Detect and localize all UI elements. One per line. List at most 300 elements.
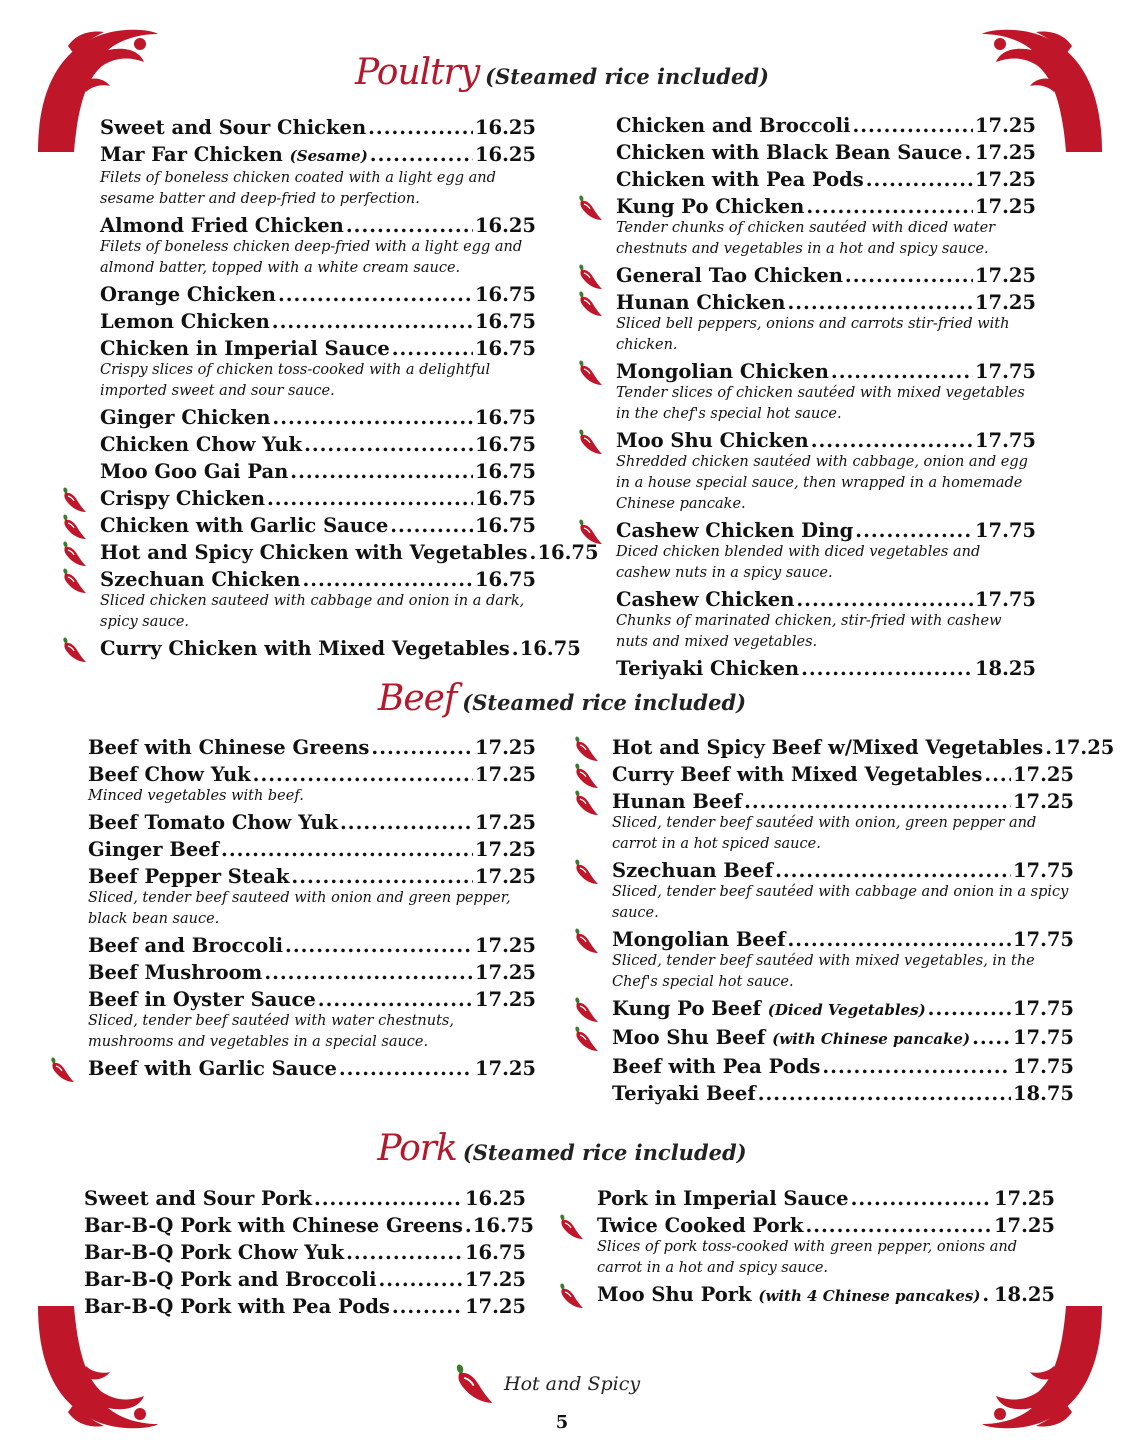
dot-leader — [264, 959, 473, 986]
menu-item-row — [84, 1239, 526, 1266]
menu-item-price: 17.25 — [474, 736, 536, 759]
chili-pepper-icon — [574, 518, 604, 546]
menu-item-price: 16.75 — [537, 541, 599, 564]
dot-leader — [371, 734, 473, 761]
dot-leader — [964, 139, 973, 166]
menu-item-name-wrap — [88, 986, 316, 1013]
dot-leader — [787, 289, 972, 316]
menu-item-name: Teriyaki Beef — [612, 1082, 756, 1105]
menu-item-price: 16.75 — [474, 283, 536, 306]
menu-item-description: Slices of pork toss-cooked with green pepper, onions and carrot in a hot and spicy sauce. — [597, 1239, 1017, 1276]
menu-item-row — [616, 139, 1036, 166]
menu-item-row — [616, 517, 1036, 544]
menu-item — [100, 308, 536, 335]
menu-item-row — [84, 1212, 534, 1239]
dot-leader — [302, 566, 472, 593]
menu-item — [100, 539, 599, 566]
menu-item-price: 17.75 — [1012, 1055, 1074, 1078]
menu-item — [616, 262, 1036, 289]
menu-item — [616, 166, 1036, 193]
menu-item-row — [100, 635, 581, 662]
menu-item-name: Crispy Chicken — [100, 487, 266, 510]
menu-item-name: Beef with Chinese Greens — [88, 736, 370, 759]
menu-item — [616, 358, 1036, 425]
menu-item-name: Sweet and Sour Chicken — [100, 116, 367, 139]
dot-leader — [304, 431, 473, 458]
menu-item-row — [100, 114, 536, 141]
menu-item-name: Ginger Chicken — [100, 406, 271, 429]
dot-leader — [928, 995, 1011, 1022]
menu-item — [597, 1185, 1055, 1212]
dot-leader — [831, 358, 973, 385]
menu-item-name: Beef Chow Yuk — [88, 763, 251, 786]
menu-item-name: Curry Chicken with Mixed Vegetables — [100, 637, 510, 660]
menu-item-price: 17.25 — [974, 114, 1036, 137]
menu-item-name: Chicken in Imperial Sauce — [100, 337, 390, 360]
menu-item — [100, 212, 536, 279]
dot-leader — [291, 863, 473, 890]
section-title-beef — [0, 678, 1124, 719]
menu-item — [100, 114, 536, 141]
menu-item-row — [100, 141, 536, 170]
menu-item-row — [597, 1281, 1055, 1310]
menu-item-name: Chicken and Broccoli — [616, 114, 851, 137]
menu-item-name: Orange Chicken — [100, 283, 276, 306]
menu-item-name-wrap — [616, 193, 804, 220]
menu-item-price: 16.75 — [472, 1214, 534, 1237]
dot-leader — [788, 926, 1011, 953]
menu-item-name: Curry Beef with Mixed Vegetables — [612, 763, 983, 786]
menu-item-price: 17.75 — [1012, 859, 1074, 882]
menu-item-price: 17.25 — [974, 195, 1036, 218]
menu-item-name-wrap — [616, 166, 864, 193]
menu-item-name: Mar Far Chicken — [100, 143, 283, 166]
menu-item-row — [612, 1024, 1074, 1053]
menu-item-name-wrap — [88, 863, 289, 890]
menu-item-name-wrap — [100, 512, 388, 539]
dot-leader — [346, 1239, 463, 1266]
menu-item-name: Moo Shu Pork — [597, 1283, 752, 1306]
pork-right-column — [597, 1185, 1055, 1310]
menu-item-name: Beef Pepper Steak — [88, 865, 290, 888]
dot-leader — [370, 141, 473, 168]
menu-item — [84, 1266, 526, 1293]
menu-item-price: 17.25 — [464, 1295, 526, 1318]
menu-item-row — [88, 836, 536, 863]
menu-item-description: Sliced, tender beef sauteed with onion and green pepper, black bean sauce. — [88, 890, 511, 927]
menu-item-name: Kung Po Chicken — [616, 195, 805, 218]
menu-item — [88, 932, 536, 959]
dot-leader — [285, 932, 473, 959]
poultry-left-column — [100, 114, 599, 662]
menu-item-note: (with 4 Chinese pancakes) — [758, 1287, 981, 1305]
menu-item — [84, 1185, 526, 1212]
menu-item — [616, 289, 1036, 356]
menu-item-name-wrap — [84, 1266, 376, 1293]
chili-pepper-icon — [555, 1282, 585, 1310]
menu-item-name: Cashew Chicken — [616, 588, 795, 611]
menu-item — [100, 431, 536, 458]
menu-item-note: (Diced Vegetables) — [767, 1001, 926, 1019]
menu-item-name-wrap — [612, 926, 786, 953]
menu-item-row — [100, 431, 536, 458]
chili-pepper-icon — [574, 194, 604, 222]
menu-item-price: 17.75 — [974, 519, 1036, 542]
menu-item — [100, 281, 536, 308]
menu-item — [84, 1239, 526, 1266]
menu-item-row — [88, 986, 536, 1013]
menu-item-price: 16.75 — [474, 433, 536, 456]
menu-item-name-wrap — [100, 485, 265, 512]
poultry-right-column — [616, 112, 1036, 682]
menu-item-name: Hot and Spicy Chicken with Vegetables — [100, 541, 528, 564]
menu-item-price: 17.75 — [974, 360, 1036, 383]
menu-item-row — [100, 458, 536, 485]
menu-item-row — [616, 358, 1036, 385]
menu-item-price: 18.25 — [993, 1283, 1055, 1306]
menu-item-name: Beef with Pea Pods — [612, 1055, 821, 1078]
dot-leader — [278, 281, 473, 308]
menu-item-name: Beef and Broccoli — [88, 934, 284, 957]
menu-item-name: Hunan Chicken — [616, 291, 786, 314]
menu-item — [84, 1212, 534, 1239]
menu-item-name: Sweet and Sour Pork — [84, 1187, 312, 1210]
menu-item-price: 16.25 — [464, 1187, 526, 1210]
menu-item — [616, 139, 1036, 166]
menu-item-price: 17.25 — [474, 763, 536, 786]
menu-item-row — [100, 485, 536, 512]
menu-item — [84, 1293, 526, 1320]
dot-leader — [529, 539, 535, 566]
dot-leader — [775, 857, 1011, 884]
menu-item-row — [100, 539, 599, 566]
dot-leader — [392, 335, 473, 362]
menu-item-name-wrap — [84, 1185, 312, 1212]
menu-item-price: 18.75 — [1012, 1082, 1074, 1105]
dot-leader — [221, 836, 473, 863]
menu-item-description: Diced chicken blended with diced vegetables and cashew nuts in a spicy sauce. — [616, 544, 981, 581]
menu-item-price: 17.25 — [474, 1057, 536, 1080]
menu-item-row — [612, 995, 1074, 1024]
menu-item-description: Sliced, tender beef sautéed with cabbage and onion in a spicy sauce. — [612, 884, 1069, 921]
chili-pepper-icon — [58, 567, 88, 595]
chili-pepper-icon — [570, 996, 600, 1024]
chili-pepper-icon — [448, 1362, 496, 1406]
menu-item — [616, 427, 1036, 515]
dot-leader — [272, 404, 473, 431]
menu-item-price: 16.75 — [464, 1241, 526, 1264]
menu-item-row — [612, 857, 1074, 884]
menu-item-price: 16.75 — [474, 487, 536, 510]
menu-item-row — [612, 1080, 1074, 1107]
chili-pepper-icon — [570, 1025, 600, 1053]
menu-item-price: 16.75 — [474, 406, 536, 429]
menu-item-name: Hot and Spicy Beef w/Mixed Vegetables — [612, 736, 1044, 759]
menu-item-row — [597, 1212, 1055, 1239]
menu-item-name: Beef Tomato Chow Yuk — [88, 811, 339, 834]
menu-item-description: Sliced, tender beef sautéed with onion, green pepper and carrot in a hot spiced sauce. — [612, 815, 1037, 852]
menu-item — [616, 112, 1036, 139]
chili-pepper-icon — [570, 927, 600, 955]
dot-leader — [378, 1266, 462, 1293]
menu-item-price: 17.25 — [474, 811, 536, 834]
menu-item-name-wrap — [100, 431, 302, 458]
menu-item-price: 17.25 — [474, 961, 536, 984]
chili-pepper-icon — [574, 359, 604, 387]
menu-item-row — [612, 788, 1074, 815]
menu-item-name-wrap — [100, 635, 510, 662]
chili-pepper-icon — [574, 263, 604, 291]
menu-item-description: Crispy slices of chicken toss-cooked with a delightful imported sweet and sour sauce. — [100, 362, 491, 399]
menu-item-name: Szechuan Chicken — [100, 568, 301, 591]
menu-item — [88, 986, 536, 1053]
menu-item-name-wrap — [612, 1053, 820, 1080]
menu-item-name-wrap — [100, 212, 344, 239]
menu-item-price: 17.25 — [974, 141, 1036, 164]
menu-item-name-wrap — [100, 539, 527, 566]
menu-item-name-wrap — [88, 809, 338, 836]
chili-pepper-icon — [574, 428, 604, 456]
menu-item-name-wrap — [616, 262, 843, 289]
menu-item-name-wrap — [100, 404, 270, 431]
menu-item — [612, 926, 1074, 993]
section-title-pork — [0, 1128, 1124, 1169]
menu-item-name-wrap — [616, 112, 850, 139]
menu-item-name: Chicken with Garlic Sauce — [100, 514, 389, 537]
menu-item-description: Filets of boneless chicken coated with a light egg and sesame batter and deep-fried to perfection. — [100, 170, 496, 207]
menu-item-row — [84, 1293, 526, 1320]
menu-item-name-wrap — [84, 1212, 463, 1239]
menu-item-price: 16.25 — [474, 214, 536, 237]
dot-leader — [392, 1293, 463, 1320]
menu-item — [88, 1055, 536, 1082]
beef-right-column — [612, 734, 1115, 1107]
menu-item — [612, 995, 1074, 1024]
menu-item-name-wrap — [84, 1293, 390, 1320]
menu-item-price: 17.25 — [474, 838, 536, 861]
menu-item-name: Beef in Oyster Sauce — [88, 988, 316, 1011]
menu-item-price: 17.25 — [474, 988, 536, 1011]
dot-leader — [339, 1055, 473, 1082]
menu-item-name-wrap — [616, 139, 962, 166]
menu-item-name: Ginger Beef — [88, 838, 220, 861]
dot-leader — [290, 458, 473, 485]
menu-item-row — [612, 761, 1074, 788]
menu-item — [100, 404, 536, 431]
menu-item-price: 17.25 — [474, 865, 536, 888]
menu-item-description: Minced vegetables with beef. — [88, 788, 304, 804]
menu-item-row — [88, 932, 536, 959]
menu-item-name: Almond Fried Chicken — [100, 214, 344, 237]
menu-item-name: General Tao Chicken — [616, 264, 843, 287]
menu-item-name-wrap — [88, 761, 251, 788]
dot-leader — [796, 586, 973, 613]
dot-leader — [346, 212, 473, 239]
menu-item-name-wrap — [100, 566, 300, 593]
menu-item — [88, 863, 536, 930]
menu-item-price: 17.25 — [974, 168, 1036, 191]
menu-item-name-wrap — [597, 1212, 803, 1239]
dot-leader — [851, 1185, 992, 1212]
menu-item-name-wrap — [100, 114, 366, 141]
menu-item-price: 17.25 — [464, 1268, 526, 1291]
menu-item-name-wrap — [612, 1080, 756, 1107]
menu-item-name-wrap — [616, 427, 809, 454]
chili-pepper-icon — [46, 1056, 76, 1084]
menu-item-name-wrap — [612, 761, 982, 788]
menu-item-price: 16.75 — [474, 568, 536, 591]
dot-leader — [758, 1080, 1011, 1107]
menu-item-row — [84, 1185, 526, 1212]
menu-item — [100, 458, 536, 485]
menu-item-row — [100, 212, 536, 239]
menu-item — [100, 485, 536, 512]
menu-item-note: (Sesame) — [289, 147, 368, 165]
menu-item-row — [616, 262, 1036, 289]
menu-item-row — [84, 1266, 526, 1293]
menu-item-row — [100, 404, 536, 431]
beef-left-column — [88, 734, 536, 1082]
menu-item-name-wrap — [616, 517, 853, 544]
menu-item — [100, 335, 536, 402]
menu-item-name-wrap — [100, 335, 390, 362]
menu-item-name-wrap — [612, 1024, 970, 1053]
chili-pepper-icon — [570, 735, 600, 763]
menu-item-name: Bar-B-Q Pork with Pea Pods — [84, 1295, 390, 1318]
chili-pepper-icon — [570, 789, 600, 817]
menu-item-name-wrap — [100, 458, 288, 485]
menu-item-name: Hunan Beef — [612, 790, 743, 813]
chili-pepper-icon — [570, 762, 600, 790]
chili-pepper-icon — [555, 1213, 585, 1241]
pork-left-column — [84, 1185, 534, 1320]
menu-item-name: Twice Cooked Pork — [597, 1214, 804, 1237]
menu-item-name: Chicken with Pea Pods — [616, 168, 864, 191]
dot-leader — [852, 112, 973, 139]
chili-pepper-icon — [58, 636, 88, 664]
menu-item-price: 17.25 — [993, 1214, 1055, 1237]
dot-leader — [368, 114, 473, 141]
menu-item-price: 16.75 — [474, 310, 536, 333]
menu-item — [616, 586, 1036, 653]
menu-item-price: 17.25 — [1012, 790, 1074, 813]
dot-leader — [972, 1024, 1011, 1051]
legend-label: Hot and Spicy — [504, 1373, 641, 1395]
menu-item-name: Beef with Garlic Sauce — [88, 1057, 337, 1080]
dot-leader — [314, 1185, 463, 1212]
page-number: 5 — [555, 1412, 569, 1433]
menu-item — [100, 635, 581, 662]
menu-item-row — [616, 427, 1036, 454]
menu-item-name: Chicken with Black Bean Sauce — [616, 141, 963, 164]
menu-item-row — [612, 926, 1074, 953]
menu-item-name-wrap — [88, 836, 219, 863]
menu-item-description: Tender slices of chicken sautéed with mixed vegetables in the chef's special hot sauce. — [616, 385, 1025, 422]
menu-item-row — [612, 734, 1115, 761]
spicy-legend — [448, 1362, 640, 1406]
dot-leader — [272, 308, 473, 335]
dot-leader — [1045, 734, 1051, 761]
menu-item-name-wrap — [612, 734, 1043, 761]
dot-leader — [855, 517, 973, 544]
menu-item-name: Beef Mushroom — [88, 961, 263, 984]
menu-item-price: 17.75 — [974, 429, 1036, 452]
menu-item — [88, 959, 536, 986]
dot-leader — [267, 485, 473, 512]
section-heading: Poultry — [355, 52, 480, 93]
menu-item-name-wrap — [612, 995, 926, 1024]
dot-leader — [805, 1212, 992, 1239]
menu-item-name: Kung Po Beef — [612, 997, 761, 1020]
menu-item-row — [616, 112, 1036, 139]
menu-item-name: Mongolian Chicken — [616, 360, 829, 383]
menu-item-row — [100, 512, 536, 539]
chili-pepper-icon — [58, 513, 88, 541]
menu-item-price: 16.75 — [474, 337, 536, 360]
menu-item-name-wrap — [597, 1281, 980, 1310]
menu-item-description: Sliced, tender beef sautéed with mixed vegetables, in the Chef's special hot sauce. — [612, 953, 1035, 990]
menu-item — [612, 857, 1074, 924]
menu-item-name-wrap — [100, 308, 270, 335]
menu-item-description: Filets of boneless chicken deep-fried with a light egg and almond batter, topped with a white cream sauce. — [100, 239, 523, 276]
dot-leader — [845, 262, 973, 289]
menu-item-name: Szechuan Beef — [612, 859, 774, 882]
menu-item-name: Chicken Chow Yuk — [100, 433, 303, 456]
menu-item-row — [100, 335, 536, 362]
dot-leader — [340, 809, 473, 836]
menu-item — [88, 809, 536, 836]
menu-item — [597, 1212, 1055, 1279]
menu-item — [616, 193, 1036, 260]
menu-item-price: 17.25 — [474, 934, 536, 957]
menu-item-note: (with Chinese pancake) — [772, 1030, 971, 1048]
menu-item-row — [616, 586, 1036, 613]
menu-item-name: Moo Goo Gai Pan — [100, 460, 289, 483]
menu-item — [88, 836, 536, 863]
menu-item-name: Moo Shu Beef — [612, 1026, 766, 1049]
menu-item-price: 16.25 — [474, 116, 536, 139]
dot-leader — [822, 1053, 1011, 1080]
chili-pepper-icon — [574, 290, 604, 318]
menu-item-row — [100, 281, 536, 308]
menu-item-name-wrap — [597, 1185, 849, 1212]
menu-item-name-wrap — [88, 959, 262, 986]
menu-item-name-wrap — [84, 1239, 344, 1266]
menu-item-row — [88, 761, 536, 788]
menu-item-name-wrap — [100, 141, 368, 170]
menu-item — [100, 566, 536, 633]
menu-item-name: Bar-B-Q Pork Chow Yuk — [84, 1241, 345, 1264]
menu-item-name: Moo Shu Chicken — [616, 429, 809, 452]
menu-item — [88, 761, 536, 807]
menu-item-row — [88, 809, 536, 836]
menu-item-price: 17.25 — [993, 1187, 1055, 1210]
menu-item — [612, 788, 1074, 855]
menu-item-row — [88, 959, 536, 986]
menu-item-price: 17.25 — [1053, 736, 1115, 759]
menu-item-name: Bar-B-Q Pork with Chinese Greens — [84, 1214, 463, 1237]
dot-leader — [465, 1212, 471, 1239]
menu-item-name-wrap — [88, 932, 283, 959]
menu-item-name: Teriyaki Chicken — [616, 657, 800, 680]
menu-item-description: Shredded chicken sautéed with cabbage, onion and egg in a house special sauce, then wrapped in a homemade Chinese pancake. — [616, 454, 1028, 512]
section-subtitle: (Steamed rice included) — [462, 690, 747, 715]
menu-item-name: Pork in Imperial Sauce — [597, 1187, 849, 1210]
dot-leader — [806, 193, 973, 220]
menu-item — [612, 1053, 1074, 1080]
chili-pepper-icon — [58, 486, 88, 514]
menu-item-name: Lemon Chicken — [100, 310, 270, 333]
